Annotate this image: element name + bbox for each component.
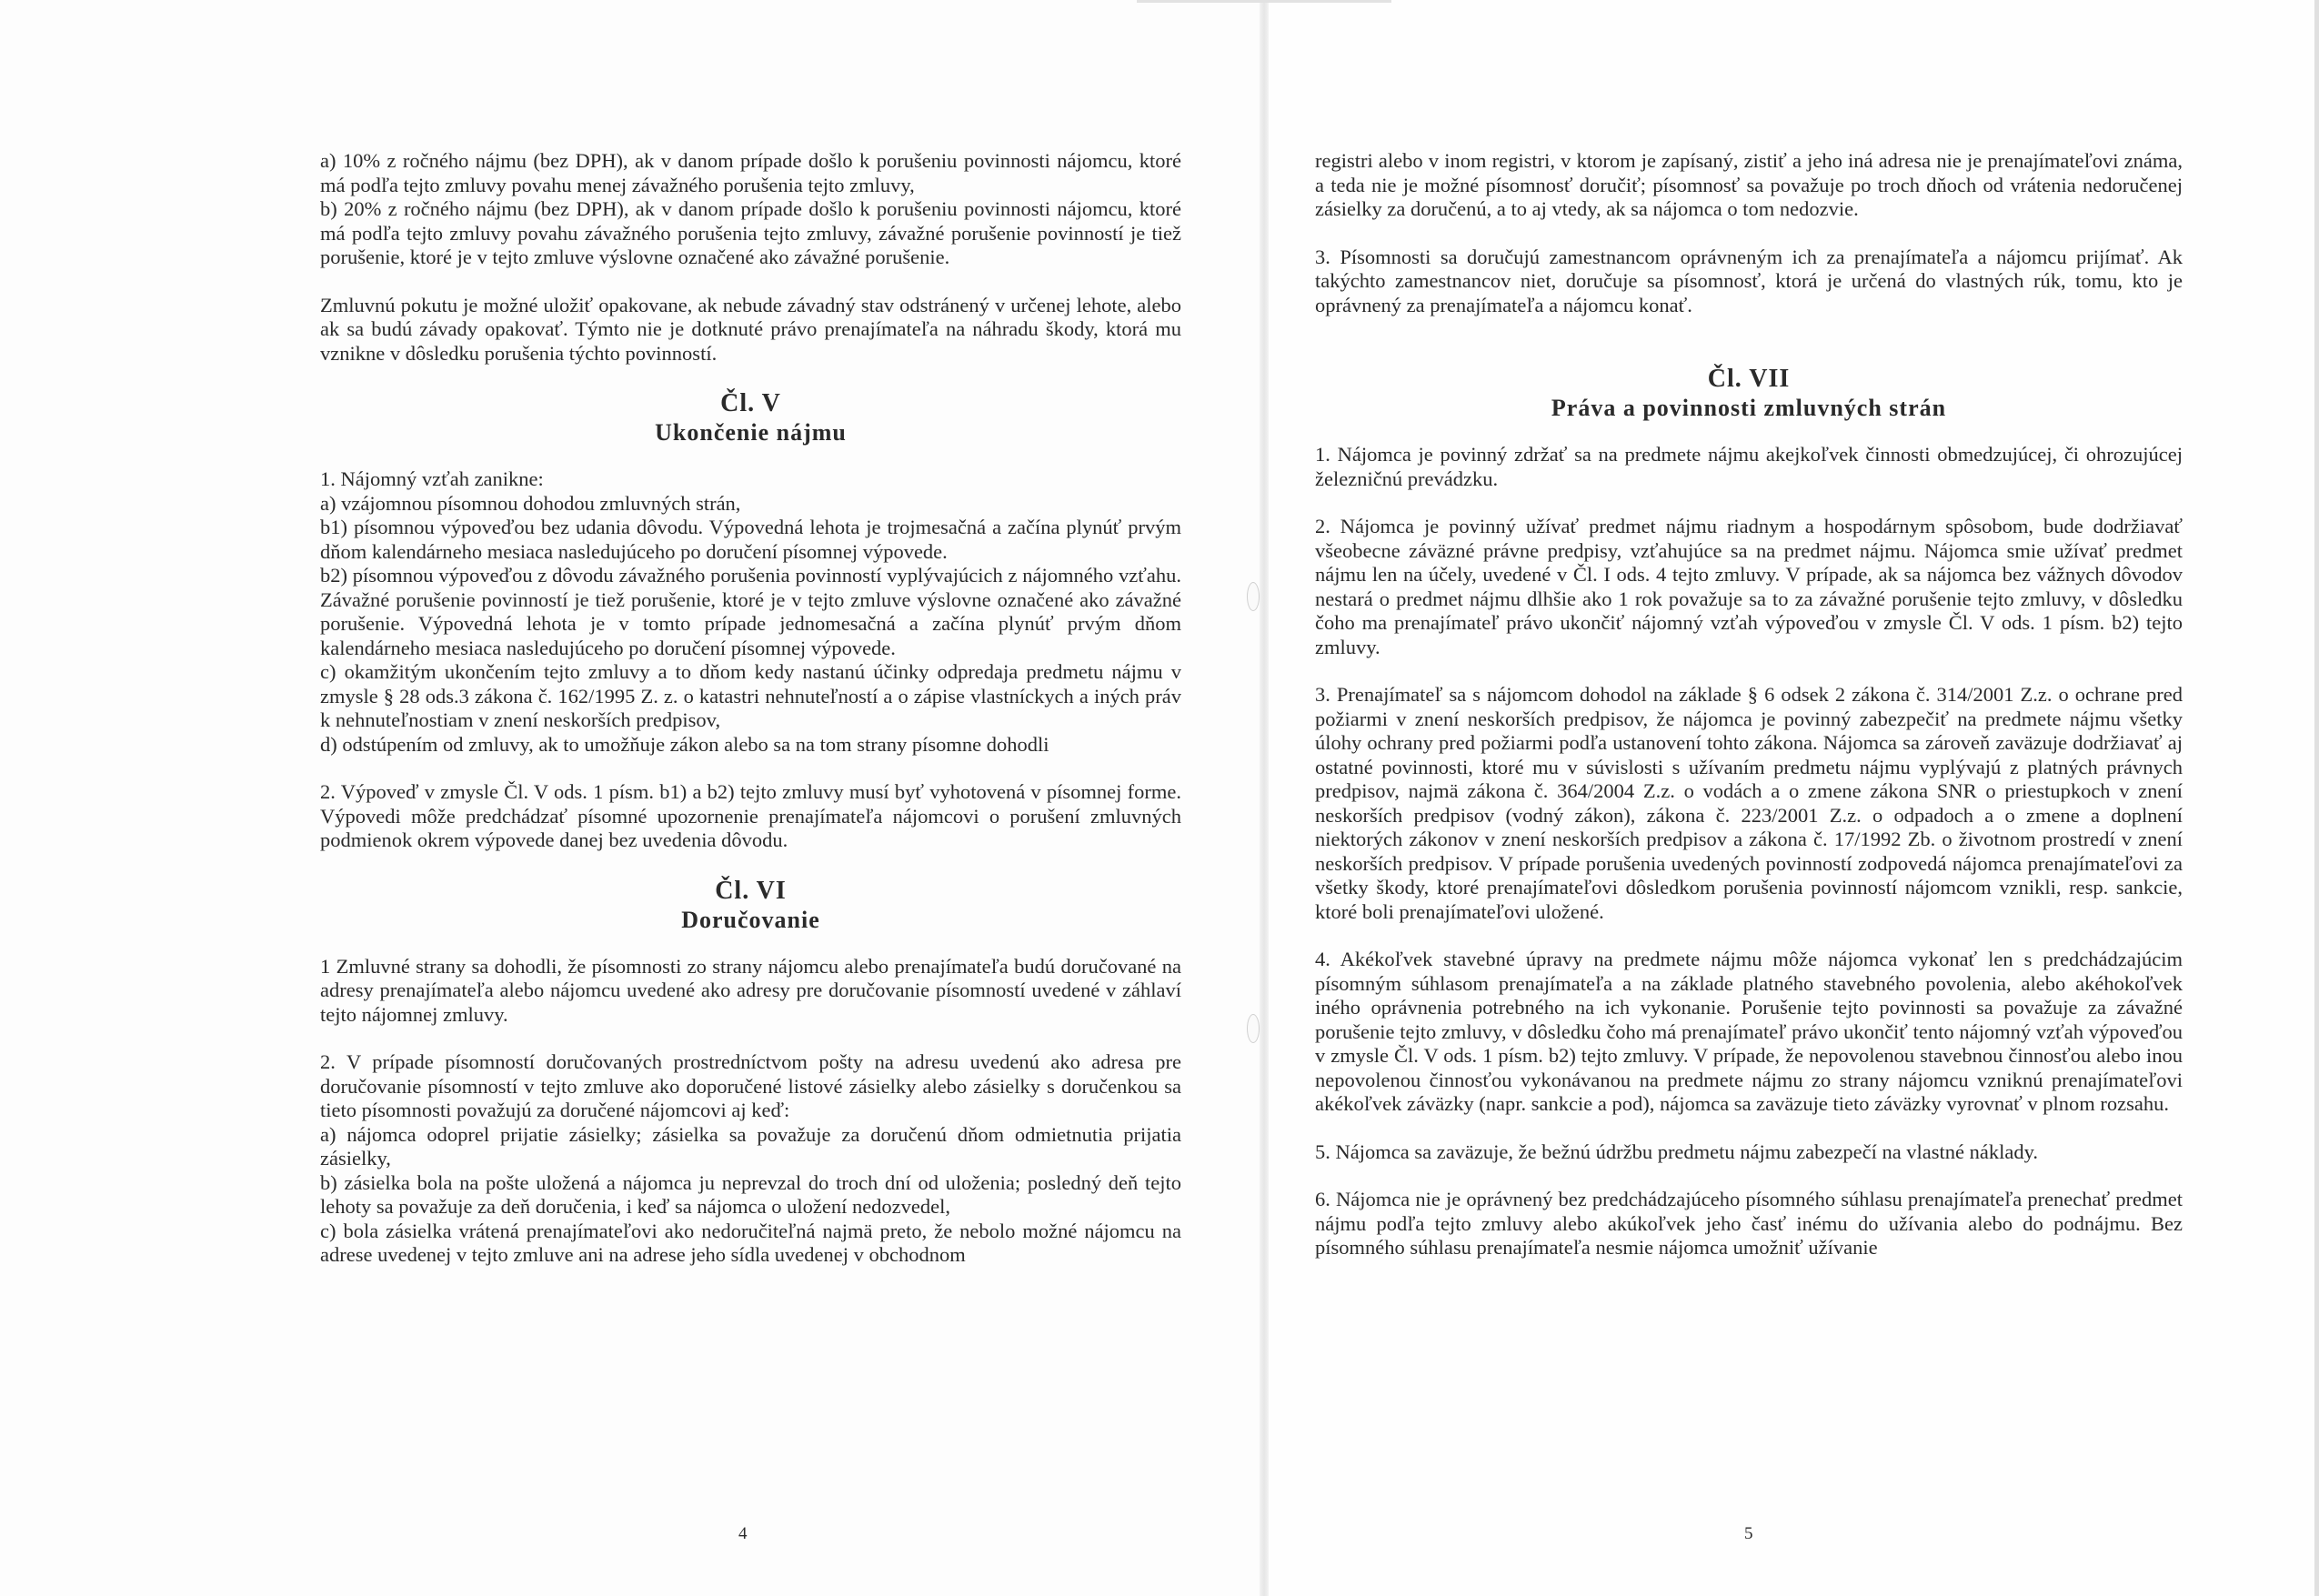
- paragraph: 1 Zmluvné strany sa dohodli, že písomnosti zo strany nájomcu alebo prenajímateľa budú doručované na adresy prenajímateľa alebo nájomcu uvedené ako adresy pre doručovanie písomností uvedené v záhlaví tejto nájomnej zmluvy.: [320, 954, 1181, 1026]
- paragraph: c) okamžitým ukončením tejto zmluvy a to dňom kedy nastanú účinky odpredaja predmetu nájmu v zmysle § 28 ods.3 zákona č. 162/1995 Z. z. o katastri nehnuteľností a o zápise vlastníckych a iných práv k nehnuteľnostiam v znení neskorších predpisov,: [320, 660, 1181, 731]
- binding-hole: [1247, 1014, 1260, 1043]
- page-gutter: [1260, 0, 1269, 1596]
- paragraph: 6. Nájomca nie je oprávnený bez predchádzajúceho písomného súhlasu prenajímateľa prenechať predmet nájmu podľa tejto zmluvy alebo akúkoľvek jeho časť inému do užívania alebo do podnájmu. Bez písomného súhlasu prenajímateľa nesmie nájomca umožniť užívanie: [1315, 1188, 2183, 1259]
- article-number: Čl. VI: [715, 876, 787, 905]
- article-title: Ukončenie nájmu: [655, 419, 847, 446]
- paragraph: Zmluvnú pokutu je možné uložiť opakovane, ak nebude závadný stav odstránený v určenej lehote, alebo ak sa budú závady opakovať. Týmto nie je dotknuté právo prenajímateľa na náhradu škody, ktorá mu vznikne v dôsledku porušenia týchto povinností.: [320, 293, 1181, 365]
- paragraph: 1. Nájomný vzťah zanikne:: [320, 467, 544, 490]
- paragraph: 1. Nájomca je povinný zdržať sa na predmete nájmu akejkoľvek činnosti obmedzujúcej, či ohrozujúcej železničnú prevádzku.: [1315, 443, 2183, 490]
- article-title: Práva a povinnosti zmluvných strán: [1551, 395, 1947, 421]
- page-number: 4: [738, 1524, 748, 1543]
- left-page-text: [320, 149, 1181, 1268]
- paragraph: b2) písomnou výpoveďou z dôvodu závažného porušenia povinností vyplývajúcich z nájomného vzťahu. Závažné porušenie povinností je tiež porušenie, ktoré je v tejto zmluve výslovne označené ako závažné porušenie. Výpovedná lehota je v tomto prípade jednomesačná a začína plynúť prvým dňom kalendárneho mesiaca nasledujúceho po doručení písomnej výpovede.: [320, 564, 1181, 659]
- paragraph: 5. Nájomca sa zaväzuje, že bežnú údržbu predmetu nájmu zabezpečí na vlastné náklady.: [1315, 1139, 2039, 1163]
- paragraph: d) odstúpením od zmluvy, ak to umožňuje zákon alebo sa na tom strany písomne dohodli: [320, 732, 1049, 756]
- article-title: Doručovanie: [681, 906, 820, 933]
- paragraph: registri alebo v inom registri, v ktorom je zapísaný, zistiť a jeho iná adresa nie je prenajímateľovi známa, a teda nie je možné písomnosť doručiť; písomnosť sa považuje po troch dňoch od vrátenia nedoručenej zásielky za doručenú, a to aj vtedy, ak sa nájomca o tom nedozvie.: [1315, 149, 2183, 220]
- paragraph: a) nájomca odoprel prijatie zásielky; zásielka sa považuje za doručenú dňom odmietnutia prijatia zásielky,: [320, 1122, 1181, 1169]
- scan-edge: [1137, 0, 1391, 3]
- article-number: Čl. VII: [1707, 365, 1791, 393]
- paragraph: c) bola zásielka vrátená prenajímateľovi ako nedoručiteľná najmä preto, že nebolo možné nájomcu na adrese uvedenej v tejto zmluve ani na adrese jeho sídla uvedenej v obchodnom: [320, 1219, 1181, 1266]
- paragraph: 2. V prípade písomností doručovaných prostredníctvom pošty na adresu uvedenú ako adresa pre doručovanie písomností v tejto zmluve ako doporučené listové zásielky alebo zásielky s doručenkou sa tieto písomnosti považujú za doručené nájomcovi aj keď:: [320, 1050, 1181, 1121]
- paragraph: b) 20% z ročného nájmu (bez DPH), ak v danom prípade došlo k porušeniu povinnosti nájomcu, ktoré má podľa tejto zmluvy povahu závažného porušenia tejto zmluvy, závažné porušenie povinností je tiež porušenie, ktoré je v tejto zmluve výslovne označené ako závažné porušenie.: [320, 197, 1181, 268]
- paragraph: b1) písomnou výpoveďou bez udania dôvodu. Výpovedná lehota je trojmesačná a začína plynúť prvým dňom kalendárneho mesiaca nasledujúceho po doručení písomnej výpovede.: [320, 516, 1181, 563]
- scan-edge-right: [2314, 0, 2319, 1596]
- paragraph: a) 10% z ročného nájmu (bez DPH), ak v danom prípade došlo k porušeniu povinnosti nájomcu, ktoré má podľa tejto zmluvy povahu menej závažného porušenia tejto zmluvy,: [320, 149, 1181, 196]
- article-number: Čl. V: [720, 389, 781, 417]
- paragraph: 3. Prenajímateľ sa s nájomcom dohodol na základe § 6 odsek 2 zákona č. 314/2001 Z.z. o ochrane pred požiarmi v znení neskorších predpisov, že nájomca je povinný zabezpečiť na predmete nájmu všetky úlohy ochrany pred požiarmi podľa ustanovení tohto zákona. Nájomca sa zároveň zaväzuje dodržiavať aj ostatné povinnosti, ktoré mu v súvislosti s užívaním predmetu nájmu vyplývajú z platných právnych predpisov, najmä zákona č. 364/2004 Z.z. o vodách a o zmene zákona SNR o priestupkoch v znení neskorších predpisov (vodný zákon), zákona č. 223/2001 Z.z. o odpadoch a o zmene a doplnení niektorých zákonov v znení neskorších predpisov a zákona č. 17/1992 Zb. o životnom prostredí v znení neskorších predpisov. V prípade porušenia uvedených povinností zodpovedá nájomca prenajímateľovi za všetky škody, ktoré prenajímateľovi dôsledkom porušenia povinností nájomcom vznikli, resp. sankcie, ktoré boli prenajímateľovi uložené.: [1315, 683, 2183, 923]
- right-page-text: [1315, 149, 2183, 1260]
- binding-hole: [1247, 582, 1260, 611]
- paragraph: 3. Písomnosti sa doručujú zamestnancom oprávneným ich za prenajímateľa a nájomcu prijímať. Ak takýchto zamestnancov niet, doručuje sa písomnosť, ktorá je určená do vlastných rúk, tomu, kto je oprávnený za prenajímateľa a nájomcu konať.: [1315, 245, 2183, 316]
- paragraph: b) zásielka bola na pošte uložená a nájomca ju neprevzal do troch dní od uloženia; posledný deň tejto lehoty sa považuje za deň doručenia, i keď sa nájomca o uložení nedozvedel,: [320, 1170, 1181, 1218]
- paragraph: 2. Výpoveď v zmysle Čl. V ods. 1 písm. b1) a b2) tejto zmluvy musí byť vyhotovená v písomnej forme. Výpovedi môže predchádzať písomné upozornenie prenajímateľa nájomcovi o porušení zmluvných podmienok okrem výpovede danej bez uvedenia dôvodu.: [320, 780, 1181, 851]
- paragraph: a) vzájomnou písomnou dohodou zmluvných strán,: [320, 491, 741, 515]
- page-number: 5: [1744, 1524, 1753, 1543]
- paragraph: 2. Nájomca je povinný užívať predmet nájmu riadnym a hospodárnym spôsobom, bude dodržiavať všeobecne záväzné právne predpisy, vzťahujúce sa na predmet nájmu. Nájomca smie užívať predmet nájmu len na účely, uvedené v Čl. I ods. 4 tejto zmluvy. V prípade, ak sa nájomca bez vážnych dôvodov nestará o predmet nájmu dlhšie ako 1 rok považuje sa to za závažné porušenie tejto zmluvy, v dôsledku čoho ma prenajímateľ právo ukončiť nájomný vzťah výpoveďou v zmysle Čl. V ods. 1 písm. b2) tejto zmluvy.: [1315, 515, 2183, 658]
- paragraph: 4. Akékoľvek stavebné úpravy na predmete nájmu môže nájomca vykonať len s predchádzajúcim písomným súhlasom prenajímateľa a na základe platného stavebného povolenia, alebo akéhokoľvek iného oprávnenia potrebného na ich vykonanie. Porušenie tejto povinnosti sa považuje za závažné porušenie tejto zmluvy, v dôsledku čoho má prenajímateľ právo ukončiť tento nájomný vzťah výpoveďou v zmysle Čl. V ods. 1 písm. b2) tejto zmluvy. V prípade, že nepovolenou stavebnou činnosťou alebo inou nepovolenou činnosťou vykonávanou na predmete nájmu zo strany nájomcu vzniknú prenajímateľovi akékoľvek záväzky (napr. sankcie a pod), nájomca sa zaväzuje tieto záväzky vyrovnať v plnom rozsahu.: [1315, 948, 2183, 1115]
